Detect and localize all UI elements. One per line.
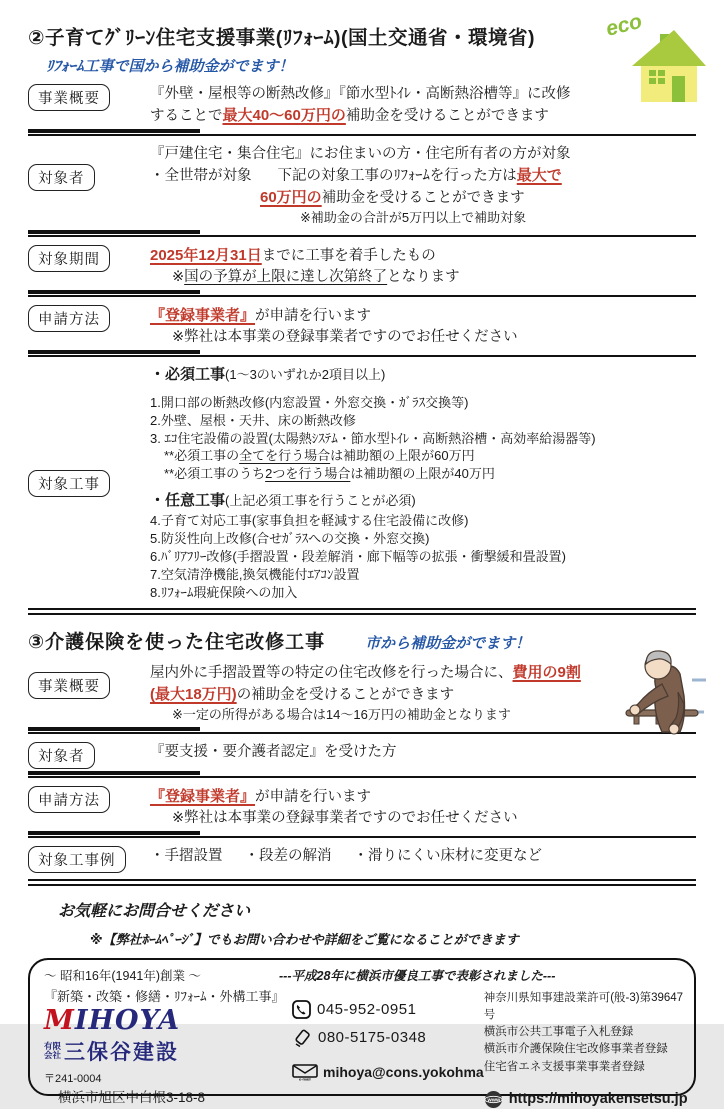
text: が申請を行います <box>255 307 372 324</box>
example-item: ・手摺設置 <box>150 847 223 864</box>
s2-target-label: 対象者 <box>28 164 95 191</box>
elderly-person-illustration <box>622 640 718 763</box>
text: 下記の対象工事のﾘﾌｫｰﾑを行った方は <box>277 168 517 185</box>
text: (1～3のいずれか2項目以上) <box>225 366 386 382</box>
address: 横浜市旭区中白根3-18-8 <box>58 1089 206 1105</box>
www-icon-label: www <box>487 1097 501 1104</box>
s3-overview-line2 <box>150 684 696 706</box>
corp-type <box>44 1042 61 1061</box>
registrations-list <box>484 986 688 1076</box>
text: が申請を行います <box>255 788 372 805</box>
text: は補助額の上限が60万円 <box>330 448 475 464</box>
section2-subtitle: ﾘﾌｫｰﾑ工事で国から補助金がでます！ <box>46 58 294 75</box>
s2-works-label: 対象工事 <box>28 470 110 497</box>
registration-item: 神奈川県知事建設業許可(般-3)第39647号 <box>483 991 684 1021</box>
s3-overview-line1 <box>150 662 696 684</box>
award-text: ---平成28年に横浜市優良工事で表彰されました--- <box>279 968 556 983</box>
s2-period-line1 <box>150 245 696 267</box>
work-item: 8.ﾘﾌｫｰﾑ瑕疵保険への加入 <box>150 584 298 600</box>
text: 補助金を受けることができます <box>321 190 525 207</box>
house-window <box>658 78 665 84</box>
work-item: 5.防災性向上改修(合せｶﾞﾗｽへの交換・外窓交換) <box>150 530 430 546</box>
text: ※ <box>172 268 185 285</box>
text: (上記必須工事を行うことが必須) <box>225 493 416 509</box>
email-icon <box>292 1064 318 1081</box>
s3-target-row <box>28 742 696 769</box>
text: **必須工事の <box>164 448 240 464</box>
s2-period-line2 <box>172 267 696 288</box>
website-row <box>484 1090 688 1109</box>
s3-overview-note: ※一定の所得がある場合は14～16万円の補助金となります <box>172 706 511 722</box>
email-address: mihoya@cons.yokohma <box>323 1064 484 1081</box>
section3-subtitle: 市から補助金がでます！ <box>365 634 531 652</box>
website-url: https://mihoyakensetsu.jp <box>508 1091 688 1108</box>
eco-house-icon <box>600 10 706 111</box>
text: 有限 <box>44 1040 62 1051</box>
company-logo <box>44 1004 292 1036</box>
house-door <box>672 76 685 102</box>
mobile-phone-icon <box>292 1028 312 1048</box>
work-item: 3. ｴｺ住宅設備の設置(太陽熱ｼｽﾃﾑ・節水型ﾄｲﾚ・高断熱浴槽・高効率給湯器等) <box>150 430 596 446</box>
section-divider <box>28 879 696 886</box>
s2-overview-row <box>28 84 696 127</box>
must-works-note1 <box>164 447 696 465</box>
mobile-row <box>292 1028 484 1048</box>
section3-header <box>28 627 696 654</box>
s3-target-label: 対象者 <box>28 742 95 769</box>
s2-target-line1: 『戸建住宅・集合住宅』にお住まいの方・住宅所有者の方が対象 <box>150 146 571 163</box>
highlight-date: 2025年12月31日 <box>150 246 262 264</box>
text: ・任意工事 <box>150 492 226 510</box>
s2-period-row <box>28 245 696 288</box>
text: ・必須工事 <box>150 365 226 383</box>
eco-label: eco <box>603 9 645 41</box>
house-roof <box>632 30 706 66</box>
s2-works-row <box>28 365 696 602</box>
text: までに工事を着手したもの <box>261 247 436 264</box>
s3-target-line1: 『要支援・要介護者認定』を受けた方 <box>150 743 397 760</box>
highlight-amount: 最大40～60万円の <box>222 107 346 125</box>
s2-apply-row <box>28 305 696 348</box>
highlight-amount: (最大18万円) <box>150 685 237 703</box>
phone-icon <box>292 1000 311 1019</box>
postal-code: 〒241-0004 <box>44 1072 102 1085</box>
email-row <box>292 1064 484 1081</box>
s3-apply-line2: ※弊社は本事業の登録事業者ですのでお任せください <box>172 809 518 826</box>
text: 補助金を受けることができます <box>345 108 549 125</box>
underlined-text: 2つを行う場合 <box>265 466 351 482</box>
s3-overview-row <box>28 662 696 725</box>
divider <box>28 291 696 297</box>
logo-letters: IHOYA <box>74 1004 181 1036</box>
s3-overview-label: 事業概要 <box>28 672 110 699</box>
handrail-post <box>634 716 639 724</box>
house-window <box>658 70 665 76</box>
section2-title: ②子育てｸﾞﾘｰﾝ住宅支援事業(ﾘﾌｫｰﾑ)(国土交通省・環境省) <box>28 27 535 49</box>
divider <box>28 351 696 357</box>
contact-website-note: ※【弊社ﾎｰﾑﾍﾟｰｼﾞ】でもお問い合わせや詳細をご覧になることができます <box>90 931 519 947</box>
divider <box>28 130 696 136</box>
s2-apply-line2: ※弊社は本事業の登録事業者ですのでお任せください <box>172 328 518 345</box>
divider <box>28 231 696 237</box>
s3-apply-line1 <box>150 786 696 808</box>
work-item: 2.外壁、屋根・天井、床の断熱改修 <box>150 412 356 428</box>
underlined-text: 国の予算が上限に達し次第終了 <box>184 268 388 285</box>
text: ・全世帯が対象 <box>150 168 252 185</box>
work-item: 7.空気清浄機能,換気機能付ｴｱｺﾝ設置 <box>150 566 360 582</box>
house-window <box>649 70 656 76</box>
example-item: ・段差の解消 <box>244 847 332 864</box>
s2-target-note: ※補助金の合計が5万円以上で補助対象 <box>300 210 527 226</box>
registration-item: 横浜市介護保険住宅改修事業者登録 <box>483 1043 668 1056</box>
mobile-number: 080-5175-0348 <box>318 1029 427 1047</box>
text: 屋内外に手摺設置等の特定の住宅改修を行った場合に、 <box>150 664 513 681</box>
work-item: 1.開口部の断熱改修(内窓設置・外窓交換・ｶﾞﾗｽ交換等) <box>150 394 469 410</box>
s3-examples-items <box>150 846 696 867</box>
divider <box>28 832 696 838</box>
s2-target-row <box>28 144 696 228</box>
text: は補助額の上限が40万円 <box>350 466 495 482</box>
highlight-registered: 『登録事業者』 <box>150 787 256 805</box>
s2-overview-line1: 『外壁・屋根等の断熱改修』『節水型ﾄｲﾚ・高断熱浴槽等』に改修 <box>150 86 571 102</box>
hand <box>630 705 640 715</box>
s2-target-line2 <box>150 165 696 187</box>
text: の補助金を受けることができます <box>236 686 455 703</box>
globe-www-icon <box>484 1090 503 1109</box>
divider <box>28 772 696 778</box>
s3-apply-row <box>28 786 696 829</box>
must-works-heading <box>150 365 696 386</box>
highlight-amount: 最大で <box>516 167 562 185</box>
text: **必須工事のうち <box>164 466 266 482</box>
registration-item: 住宅省エネ支援事業事業者登録 <box>483 1060 645 1073</box>
logo-letter-m: M <box>44 1004 75 1036</box>
divider <box>28 728 696 734</box>
section-divider <box>28 608 696 615</box>
company-card <box>28 958 696 1108</box>
founded-text: ～ 昭和16年(1941年)創業 ～ <box>44 968 201 983</box>
services-text: 『新築・改築・修繕・ﾘﾌｫｰﾑ・外構工事』 <box>44 988 285 1004</box>
s2-apply-label: 申請方法 <box>28 305 110 332</box>
s2-overview-label: 事業概要 <box>28 84 110 111</box>
company-name: 三保谷建設 <box>64 1040 180 1064</box>
optional-works-heading <box>150 491 696 512</box>
house-window <box>649 78 656 84</box>
work-item: 4.子育て対応工事(家事負担を軽減する住宅設備に改修) <box>150 513 469 529</box>
hand <box>669 724 679 734</box>
registration-item: 横浜市公共工事電子入札登録 <box>483 1026 634 1039</box>
example-item: ・滑りにくい床材に変更など <box>353 847 542 864</box>
text: 会社 <box>44 1049 62 1060</box>
work-item: 6.ﾊﾞﾘｱﾌﾘｰ改修(手摺設置・段差解消・廊下幅等の拡張・衝撃緩和畳設置) <box>150 548 567 564</box>
underlined-text: 全てを行う場合 <box>239 448 331 464</box>
text: となります <box>387 268 460 285</box>
company-name-row <box>44 1036 292 1066</box>
s2-period-label: 対象期間 <box>28 245 110 272</box>
must-works-note2 <box>164 465 696 483</box>
s3-apply-label: 申請方法 <box>28 786 110 813</box>
highlight-amount: 60万円の <box>260 189 322 207</box>
text: することで <box>150 108 223 125</box>
phone-row <box>292 1000 484 1019</box>
phone-number: 045-952-0951 <box>317 1000 417 1018</box>
email-icon-label: e-mail <box>299 1076 311 1082</box>
highlight-registered: 『登録事業者』 <box>150 306 256 324</box>
contact-message: お気軽にお問合せください <box>58 902 251 920</box>
s2-target-line3 <box>260 187 696 209</box>
s3-examples-row <box>28 846 696 873</box>
section3-title: ③介護保険を使った住宅改修工事 <box>28 631 326 653</box>
highlight-amount: 費用の9割 <box>512 663 581 681</box>
s2-apply-line1 <box>150 305 696 327</box>
s3-examples-label: 対象工事例 <box>28 846 126 873</box>
